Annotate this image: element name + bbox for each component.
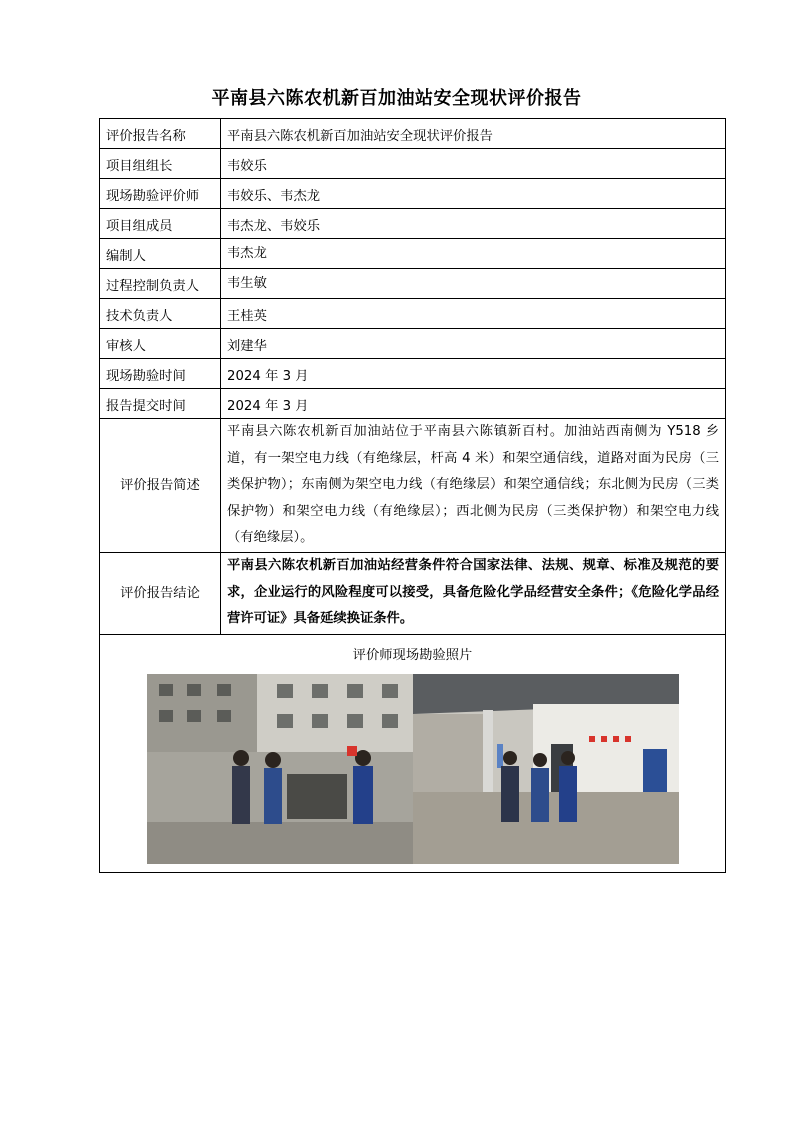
conclusion-row [100, 553, 726, 635]
row-label: 审核人 [100, 329, 221, 359]
report-info-table [99, 118, 726, 873]
table-row [100, 359, 726, 389]
row-label: 技术负责人 [100, 299, 221, 329]
summary-row [100, 419, 726, 553]
row-value: 2024 年 3 月 [221, 359, 726, 389]
report-title: 平南县六陈农机新百加油站安全现状评价报告 [211, 88, 582, 109]
row-label: 项目组组长 [100, 149, 221, 179]
photo-title: 评价师现场勘验照片 [352, 648, 473, 663]
table-row [100, 239, 726, 269]
row-value: 韦姣乐、韦杰龙 [221, 179, 726, 209]
row-label: 项目组成员 [100, 209, 221, 239]
row-label: 报告提交时间 [100, 389, 221, 419]
row-value: 2024 年 3 月 [221, 389, 726, 419]
table-row [100, 179, 726, 209]
summary-text: 平南县六陈农机新百加油站位于平南县六陈镇新百村。加油站西南侧为 Y518 乡道，有一架空电力线（有绝缘层，杆高 4 米）和架空通信线，道路对面为民房（三类保护物）；东南侧为架空电力线（有绝缘层）和架空通信线；东北侧为民房（三类保护物）和架空电力线（有绝缘层）；西北侧为民房（三类保护物）和架空电力线（有绝缘层）。 [221, 419, 726, 553]
row-value: 刘建华 [221, 329, 726, 359]
row-value: 韦杰龙 [221, 239, 726, 269]
table-row [100, 389, 726, 419]
row-label: 现场勘验时间 [100, 359, 221, 389]
table-row [100, 269, 726, 299]
row-value: 韦生敏 [221, 269, 726, 299]
row-value: 平南县六陈农机新百加油站安全现状评价报告 [221, 119, 726, 149]
photo-cell [100, 635, 726, 873]
table-row [100, 119, 726, 149]
row-value: 王桂英 [221, 299, 726, 329]
row-label: 过程控制负责人 [100, 269, 221, 299]
conclusion-label: 评价报告结论 [100, 553, 221, 635]
table-row [100, 329, 726, 359]
row-label: 评价报告名称 [100, 119, 221, 149]
row-label: 现场勘验评价师 [100, 179, 221, 209]
photo-strip [147, 674, 679, 864]
row-value: 韦杰龙、韦姣乐 [221, 209, 726, 239]
table-row [100, 299, 726, 329]
site-photo-left [147, 674, 413, 864]
conclusion-text: 平南县六陈农机新百加油站经营条件符合国家法律、法规、规章、标准及规范的要求，企业运行的风险程度可以接受，具备危险化学品经营安全条件；《危险化学品经营许可证》具备延续换证条件。 [221, 553, 726, 635]
photo-row [100, 635, 726, 873]
table-row [100, 149, 726, 179]
summary-label: 评价报告简述 [100, 419, 221, 553]
table-row [100, 209, 726, 239]
row-label: 编制人 [100, 239, 221, 269]
row-value: 韦姣乐 [221, 149, 726, 179]
site-photo-right [413, 674, 679, 864]
